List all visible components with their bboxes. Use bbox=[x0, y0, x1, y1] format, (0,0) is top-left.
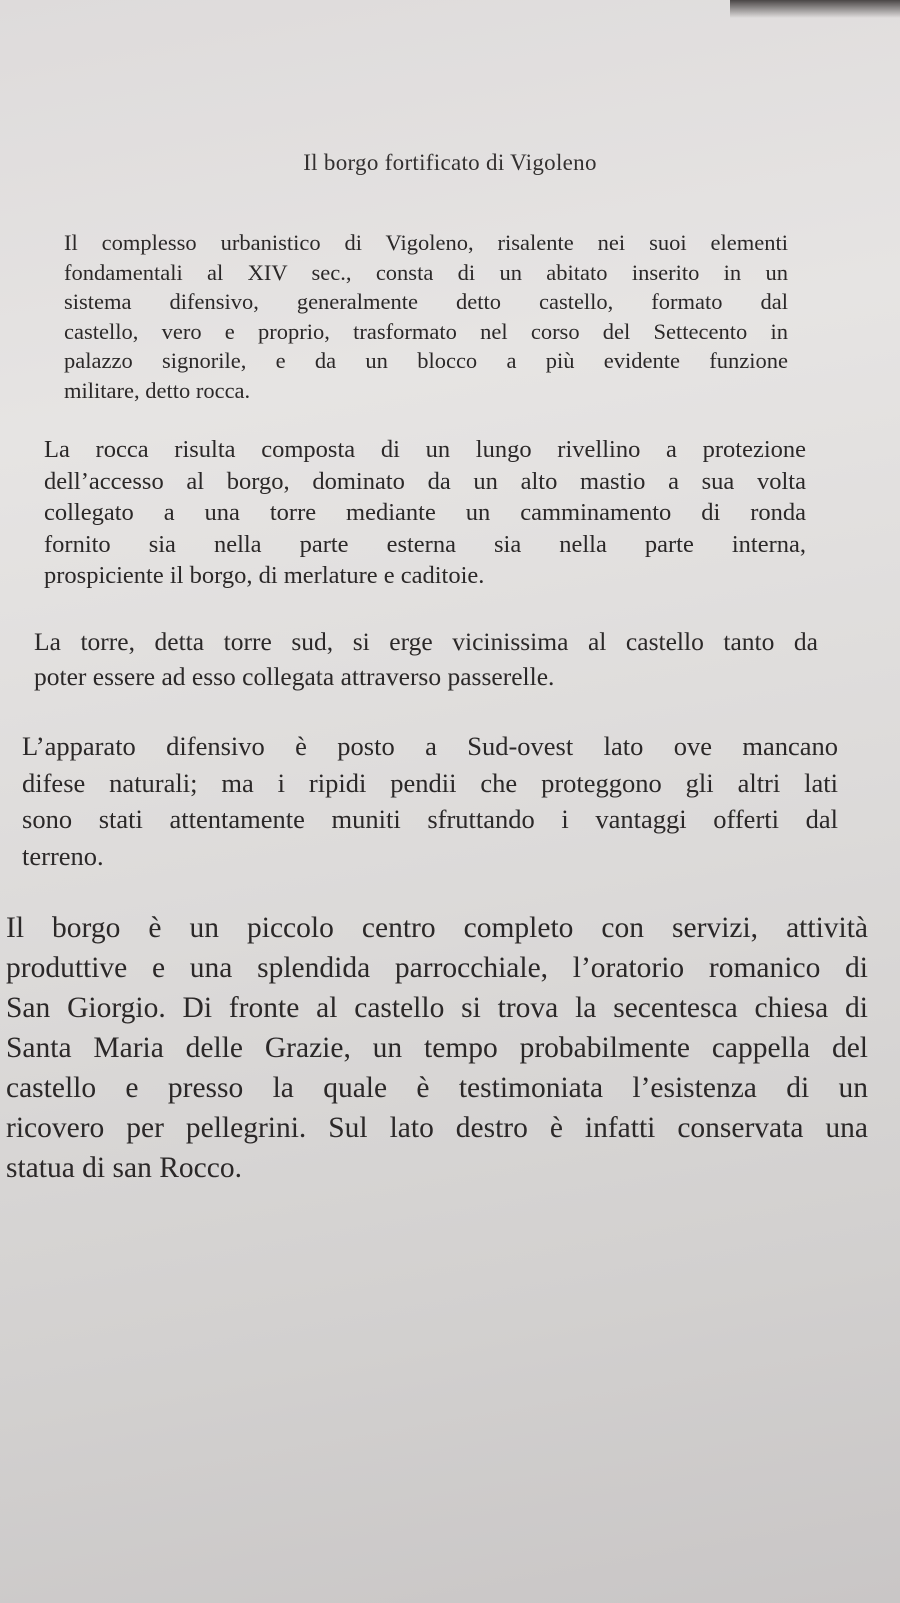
text-line: sono stati attentamente muniti sfruttando i vantaggi offerti dal bbox=[22, 804, 838, 834]
text-line: ricovero per pellegrini. Sul lato destro è infatti conservata una bbox=[6, 1112, 868, 1144]
page-edge-shadow bbox=[730, 0, 900, 18]
page-title: Il borgo fortificato di Vigoleno bbox=[303, 150, 597, 175]
text-line: sistema difensivo, generalmente detto castello, formato dal bbox=[64, 289, 788, 314]
text-line: dell’accesso al borgo, dominato da un alto mastio a sua volta bbox=[44, 467, 806, 495]
text-line: fornito sia nella parte esterna sia nella parte interna, bbox=[44, 530, 806, 558]
paragraph-2 bbox=[44, 434, 806, 592]
text-line: L’apparato difensivo è posto a Sud-ovest lato ove mancano bbox=[22, 731, 838, 761]
text-line: Santa Maria delle Grazie, un tempo probabilmente cappella del bbox=[6, 1032, 868, 1064]
paragraph-5 bbox=[6, 908, 868, 1188]
text-line: La rocca risulta composta di un lungo rivellino a protezione bbox=[44, 436, 806, 463]
text-line: difese naturali; ma i ripidi pendii che proteggono gli altri lati bbox=[22, 767, 838, 798]
paragraph-3 bbox=[34, 624, 818, 694]
text-line: palazzo signorile, e da un blocco a più evidente funzione bbox=[64, 348, 788, 373]
paragraph-4 bbox=[22, 728, 838, 874]
text-line: prospiciente il borgo, di merlature e caditoie. bbox=[44, 562, 485, 589]
paragraph-1 bbox=[64, 228, 788, 405]
text-line: fondamentali al XIV sec., consta di un abitato inserito in un bbox=[64, 259, 788, 285]
text-line: statua di san Rocco. bbox=[6, 1152, 242, 1184]
text-line: castello e presso la quale è testimoniata l’esistenza di un bbox=[6, 1072, 868, 1104]
text-line: militare, detto rocca. bbox=[64, 377, 251, 403]
text-line: Il borgo è un piccolo centro completo con servizi, attività bbox=[6, 912, 868, 944]
text-line: San Giorgio. Di fronte al castello si trova la secentesca chiesa di bbox=[6, 992, 868, 1024]
text-line: Il complesso urbanistico di Vigoleno, risalente nei suoi elementi bbox=[64, 230, 788, 255]
text-line: castello, vero e proprio, trasformato nel corso del Settecento in bbox=[64, 318, 788, 344]
text-line: poter essere ad esso collegata attraverso passerelle. bbox=[34, 662, 555, 691]
text-line: La torre, detta torre sud, si erge vicinissima al castello tanto da bbox=[34, 627, 818, 656]
text-line: produttive e una splendida parrocchiale, l’oratorio romanico di bbox=[6, 952, 868, 984]
text-line: collegato a una torre mediante un camminamento di ronda bbox=[44, 499, 806, 526]
text-line: terreno. bbox=[22, 840, 104, 871]
